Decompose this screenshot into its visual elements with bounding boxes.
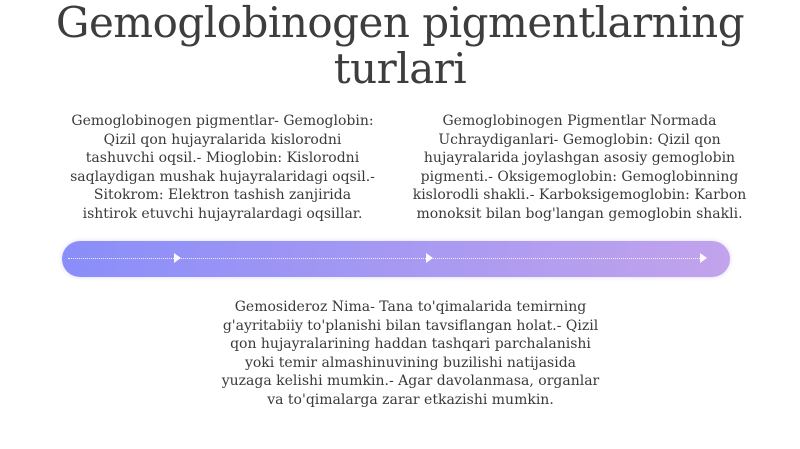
text-block-bottom: Gemosideroz Nima- Tana to'qimalarida temirning g'ayritabiiy to'planishi bilan tavsiflangan holat.- Qizil qon hujayralarining haddan tashqari parchalanishi yoki temir almashinuvining buzilishi natijasida yuzaga kelishi mumkin.- Agar davolanmasa, organlar va to'qimalarga zarar etkazishi mumkin. [221,299,600,408]
timeline-bar [62,241,730,277]
text-block-left: Gemoglobinogen pigmentlar- Gemoglobin: Qizil qon hujayralarida kislorodni tashuvchi oqsil.- Mioglobin: Kislorodni saqlaydigan mushak hujayralaridagi oqsil.- Sitokrom: Elektron tashish zanjirida ishtirok etuvchi hujayralardagi oqsillar. [70,113,375,222]
arrow-right-icon [174,253,181,263]
slide-title: Gemoglobinogen pigmentlarning turlari [55,0,745,93]
timeline-dotted-line [68,258,704,259]
arrow-right-icon [700,253,707,263]
arrow-right-icon [426,253,433,263]
text-block-right: Gemoglobinogen Pigmentlar Normada Uchraydiganlari- Gemoglobin: Qizil qon hujayralarida joylashgan asosiy gemoglobin pigmenti.- Oksigemoglobin: Gemoglobinning kislorodli shakli.- Karboksigemoglobin: Karbon monoksit bilan bog'langan gemoglobin shakli. [412,113,747,222]
